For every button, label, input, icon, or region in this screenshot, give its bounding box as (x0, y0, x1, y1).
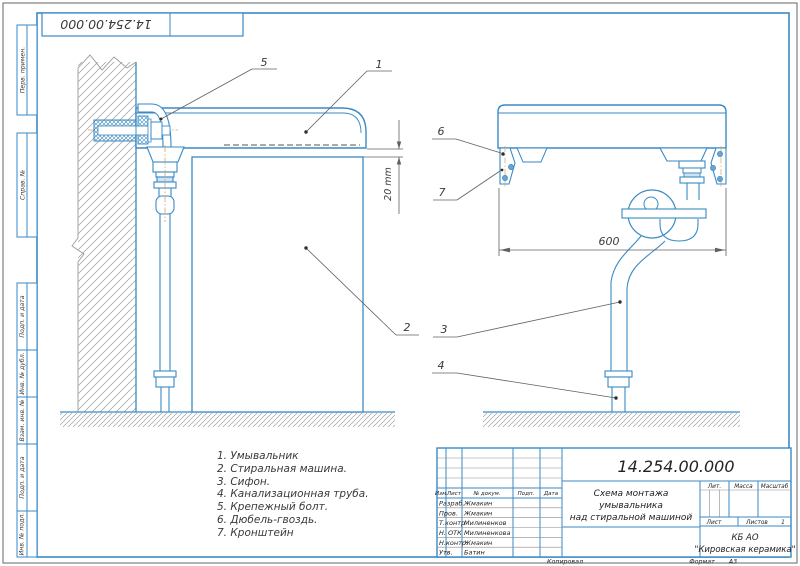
callout-5: 5 (260, 56, 268, 69)
callout-2: 2 (403, 321, 411, 334)
sig-name: Жмакин (464, 509, 493, 518)
side-column-labels (18, 47, 27, 556)
title-block (435, 448, 796, 557)
title-block-title-line2: умывальника (599, 501, 663, 511)
dimension-20mm-label: 20 mm (383, 167, 394, 201)
title-block-doc-number: 14.254.00.000 (617, 457, 735, 476)
callout-1: 1 (375, 58, 383, 71)
parts-list-item: 7. Кронштейн (217, 527, 294, 539)
floor-left (60, 412, 395, 427)
side-label-podp-data-2: Подп. и дата (19, 456, 26, 499)
callout-6: 6 (437, 125, 445, 138)
format-label: Формат (689, 558, 715, 566)
doc-number-stamp (42, 13, 243, 36)
sig-role: Утв. (439, 548, 453, 557)
col-dokum: № докум. (473, 491, 501, 497)
floor-right (483, 412, 740, 427)
wall-section (72, 55, 136, 412)
sig-name: Милиненков (464, 519, 507, 528)
copied-label: Копировал (547, 558, 583, 566)
side-label-inv-dubl: Инв. № дубл. (19, 352, 26, 395)
bottom-margin-labels (547, 559, 737, 566)
dimension-600-label: 600 (598, 235, 620, 248)
title-block-title-line1: Схема монтажа (593, 489, 669, 499)
scale-label: Масштаб (760, 484, 789, 490)
side-label-podp-data-1: Подп. и дата (19, 295, 26, 338)
col-data: Дата (543, 491, 559, 497)
parts-list-item: 5. Крепежный болт. (217, 501, 329, 513)
parts-list-item: 1. Умывальник (217, 450, 299, 462)
company-line1: КБ АО (731, 533, 759, 543)
sig-role: Т.контр. (439, 519, 468, 528)
parts-list (217, 450, 369, 539)
washing-machine (192, 157, 363, 412)
sig-name: Жмакин (464, 538, 493, 547)
callout-7: 7 (438, 186, 446, 199)
sig-name: Милиненкова (464, 529, 511, 537)
bracket-left-front (500, 146, 515, 188)
callout-4: 4 (437, 359, 445, 372)
sig-name: Жмакин (464, 499, 493, 508)
company-line2: "Кировская керамика" (694, 545, 796, 555)
col-izm: Изм. (435, 491, 448, 497)
sheets-value: 1 (781, 520, 785, 526)
stamp-number: 14.254.00.000 (60, 17, 152, 32)
parts-list-item: 3. Сифон. (217, 476, 271, 488)
side-label-sprav-no: Справ. № (19, 169, 27, 201)
side-label-inv-podl: Инв. № подл. (18, 512, 26, 556)
side-label-vzam-inv: Взам. инв. № (19, 399, 26, 442)
parts-list-item: 4. Канализационная труба. (217, 488, 369, 500)
sig-role: Разраб. (439, 499, 465, 508)
parts-list-item: 2. Стиральная машина. (217, 463, 348, 475)
format-value: А3 (728, 558, 738, 566)
parts-list-item: 6. Дюбель-гвоздь. (217, 514, 318, 526)
sig-role: Н.контр. (439, 538, 469, 547)
sig-name: Батин (464, 548, 485, 557)
title-block-title-line3: над стиральной машиной (569, 513, 693, 523)
sheet-label: Лист (706, 520, 722, 526)
bracket-right-front (710, 146, 726, 188)
siphon (622, 148, 707, 241)
sig-role: Н. ОТК (439, 529, 462, 537)
drain-stack-side (147, 145, 184, 412)
mass-label: Масса (734, 484, 753, 490)
col-podp: Подп. (517, 491, 535, 497)
callout-3: 3 (440, 323, 448, 336)
sheets-label: Листов (746, 520, 768, 526)
sig-role: Пров. (439, 509, 458, 518)
drain-pipe (605, 236, 665, 412)
col-list: Лист (447, 491, 461, 497)
lit-label: Лит. (707, 484, 722, 490)
side-label-perv-primen: Перв. примен. (19, 46, 27, 94)
